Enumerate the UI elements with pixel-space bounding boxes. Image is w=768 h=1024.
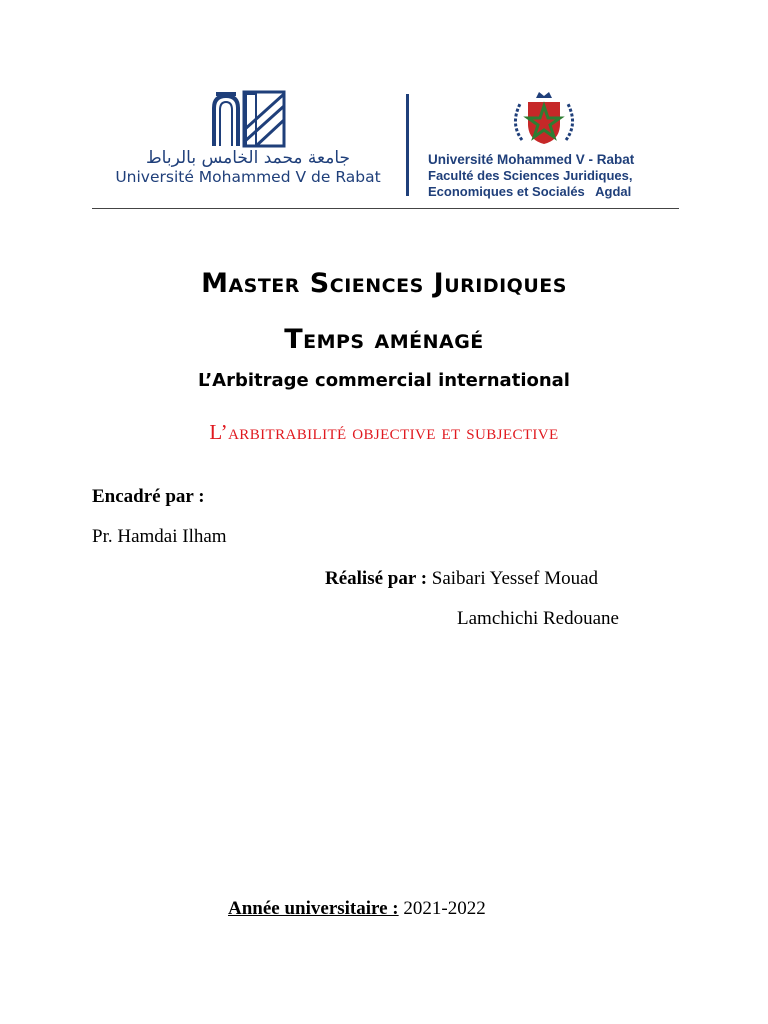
academic-year-value: 2021-2022 (403, 898, 486, 919)
author-name: Saibari Yessef Mouad (431, 568, 599, 589)
logo-divider (406, 94, 409, 196)
university-arabic-name: جامعة محمد الخامس بالرباط (145, 148, 351, 168)
authors-line (325, 568, 598, 590)
academic-year-label: Année universitaire : (228, 898, 399, 919)
header-rule (92, 208, 679, 209)
author-name: Lamchichi Redouane (457, 608, 619, 629)
program-title: Master Sciences Juridiques (201, 268, 567, 299)
topic-title: L’arbitrabilité objective et subjective (209, 420, 559, 444)
supervisor-label: Encadré par : (92, 486, 205, 507)
subject-title: L’Arbitrage commercial international (198, 370, 570, 391)
university-french-name: Université Mohammed V de Rabat (115, 168, 381, 186)
faculty-line-2: Faculté des Sciences Juridiques, (428, 168, 633, 183)
university-building-icon (208, 90, 288, 148)
supervisor-name: Pr. Hamdai Ilham (92, 526, 227, 547)
academic-year (228, 898, 486, 920)
emblem-star-icon (508, 90, 580, 148)
authors-label: Réalisé par : (325, 568, 428, 589)
university-logo-left (98, 90, 398, 200)
schedule-title: Temps aménagé (284, 324, 484, 355)
faculty-emblem (508, 90, 580, 153)
faculty-line-1: Université Mohammed V - Rabat (428, 152, 635, 167)
faculty-line-3: Economiques et Socialés Agdal (428, 184, 632, 199)
